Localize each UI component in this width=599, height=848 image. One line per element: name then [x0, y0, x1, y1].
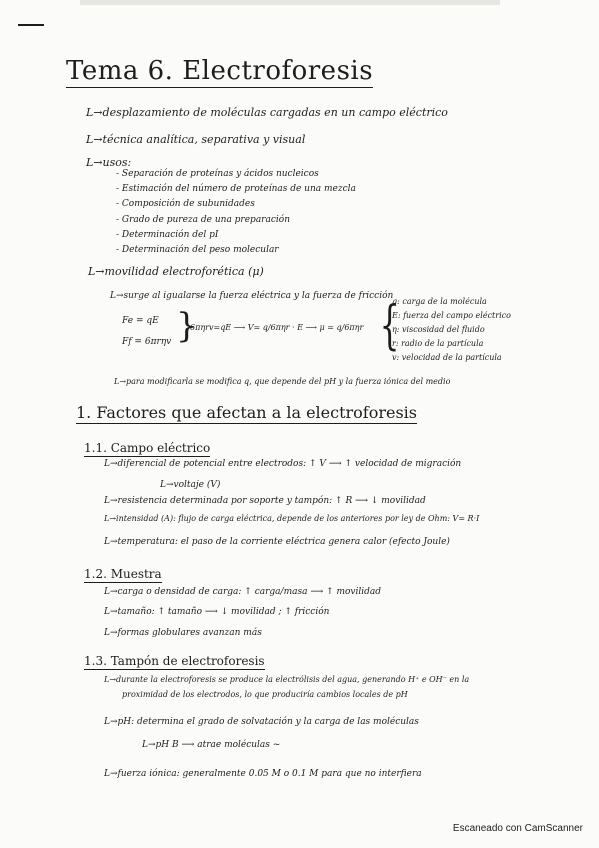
- scanner-footer: Escaneado con CamScanner: [452, 823, 583, 834]
- campo-line: L→diferencial de potencial entre electrodos: ↑ V ⟶ ↑ velocidad de migración: [104, 459, 462, 469]
- scan-edge-shadow: [80, 0, 500, 5]
- campo-line: L→intensidad (A): flujo de carga eléctrica, depende de los anteriores por ley de Ohm: V= R·I: [104, 514, 480, 523]
- use-item: - Composición de subunidades: [116, 199, 255, 209]
- mobility-note: L→para modificarla se modifica q, que depende del pH y la fuerza iónica del medio: [114, 377, 451, 386]
- left-brace-icon: }: [176, 306, 198, 346]
- use-item: - Grado de pureza de una preparación: [116, 215, 290, 225]
- tampon-line: L→fuerza iónica: generalmente 0.05 M o 0.1 M para que no interfiera: [104, 769, 422, 779]
- campo-line: L→temperatura: el paso de la corriente eléctrica genera calor (efecto Joule): [104, 537, 450, 547]
- intro-line-2: L→técnica analítica, separativa y visual: [86, 133, 306, 146]
- formula-ff: Ff = 6πrηv: [122, 337, 172, 347]
- subsection-heading: 1.3. Tampón de electroforesis: [84, 654, 265, 668]
- section-heading: 1. Factores que afectan a la electroforesis: [76, 403, 417, 422]
- legend-item: v: velocidad de la partícula: [392, 353, 502, 362]
- subsection-heading: 1.1. Campo eléctrico: [84, 441, 211, 455]
- muestra-line: L→carga o densidad de carga: ↑ carga/masa ⟶ ↑ movilidad: [104, 587, 382, 597]
- intro-line-3: L→usos:: [86, 156, 132, 169]
- legend-item: r: radio de la partícula: [392, 339, 484, 348]
- formula-fe: Fe = qE: [122, 316, 159, 326]
- tampon-line: proximidad de los electrodos, lo que produciría cambios locales de pH: [122, 690, 408, 699]
- muestra-line: L→formas globulares avanzan más: [104, 628, 262, 638]
- use-item: - Separación de proteínas y ácidos nucleicos: [116, 169, 319, 179]
- margin-mark: [18, 24, 44, 26]
- campo-line: L→resistencia determinada por soporte y tampón: ↑ R ⟶ ↓ movilidad: [104, 496, 426, 506]
- use-item: - Determinación del peso molecular: [116, 245, 279, 255]
- mobility-line-1: L→surge al igualarse la fuerza eléctrica y la fuerza de fricción: [110, 291, 394, 301]
- intro-line-1: L→desplazamiento de moléculas cargadas en un campo eléctrico: [86, 106, 448, 119]
- use-item: - Estimación del número de proteínas de una mezcla: [116, 184, 356, 194]
- legend-item: q: carga de la molécula: [392, 297, 487, 306]
- tampon-line: L→durante la electroforesis se produce la electrólisis del agua, generando H⁺ e OH⁻ en la: [104, 675, 470, 684]
- use-item: - Determinación del pI: [116, 230, 219, 240]
- subsection-heading: 1.2. Muestra: [84, 567, 162, 581]
- page-title: Tema 6. Electroforesis: [66, 56, 374, 86]
- mobility-heading: L→movilidad electroforética (μ): [88, 265, 264, 278]
- tampon-line: L→pH: determina el grado de solvatación y la carga de las moléculas: [104, 717, 419, 727]
- campo-line: L→voltaje (V): [160, 480, 221, 490]
- legend-item: E: fuerza del campo eléctrico: [392, 311, 511, 320]
- tampon-line: L→pH B ⟶ atrae moléculas ~: [142, 740, 281, 750]
- legend-item: η: viscosidad del fluido: [392, 325, 485, 334]
- legend-brace-icon: {: [379, 296, 400, 356]
- muestra-line: L→tamaño: ↑ tamaño ⟶ ↓ movilidad ; ↑ fricción: [104, 607, 330, 617]
- mobility-equation: 6πηrv=qE ⟶ V= q/6πηr · E ⟶ μ = q/6πηr: [190, 323, 364, 332]
